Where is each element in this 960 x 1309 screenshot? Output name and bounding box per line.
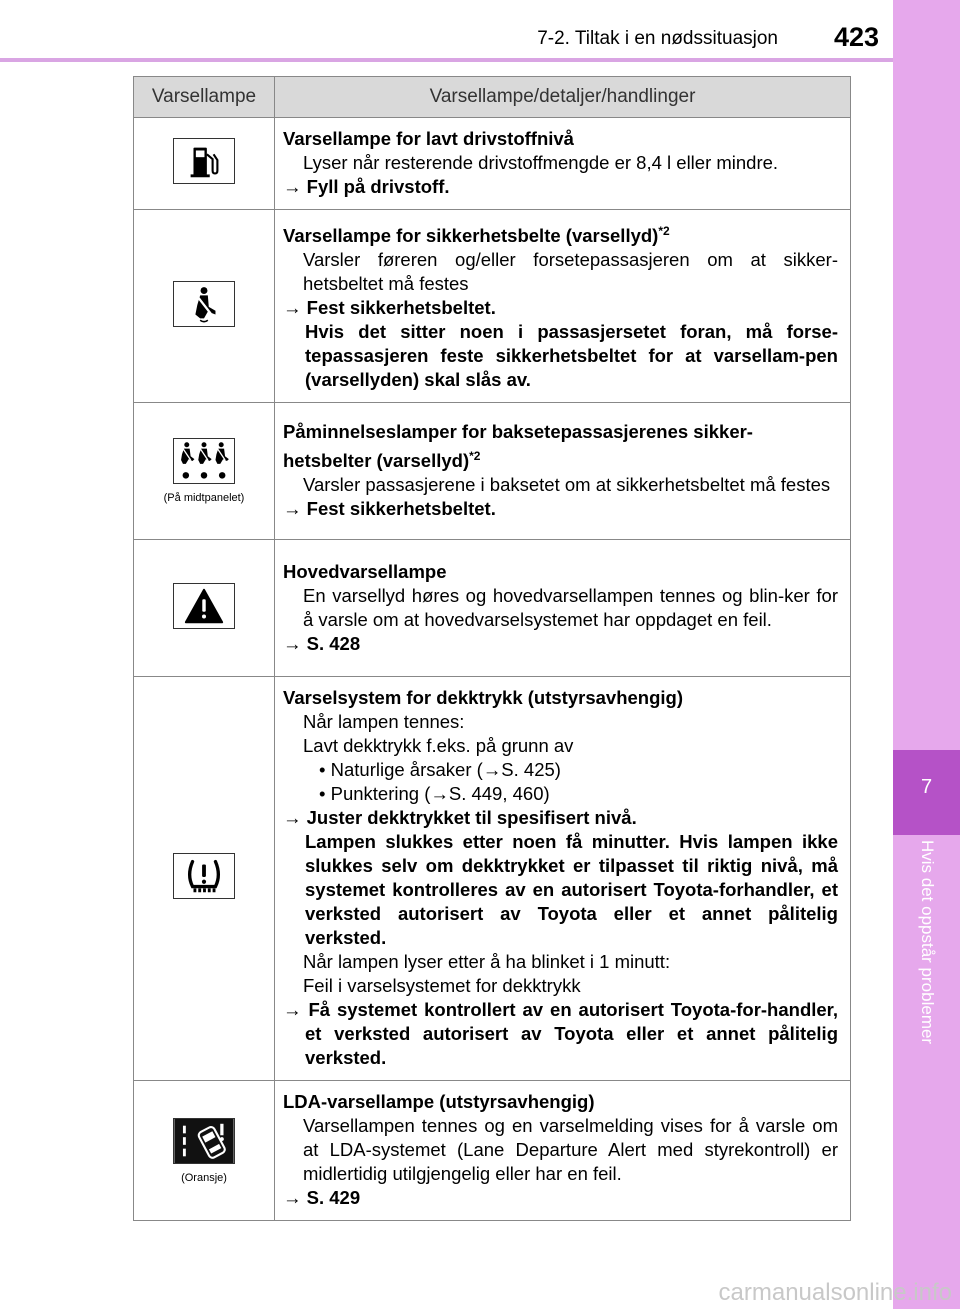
lamp-title-text: Varsellampe for sikkerhetsbelte (varsellyd) (283, 225, 659, 247)
seatbelt-icon (173, 281, 235, 327)
description-text: Når lampen tennes: (303, 711, 465, 733)
arrow-icon: → (283, 807, 307, 829)
master-warning-icon (173, 583, 235, 629)
arrow-icon: → (283, 1187, 307, 1209)
table-row (134, 118, 851, 210)
table-row (134, 677, 851, 1081)
lamp-title (283, 560, 838, 584)
action-note: Hvis det sitter noen i passasjersetet foran, må forse-tepassasjeren feste sikkerhetsbeltet for at varsellam-pen (varsellyden) skal slås av. (305, 321, 838, 391)
arrow-icon: → (283, 498, 307, 520)
description-text: Varsellampen tennes og en varselmelding vises for å varsle om at LDA-systemet (Lane Departure Alert med styrekontroll) er midlertidig utilgjengelig eller har en feil. (303, 1115, 838, 1185)
column-header-lamp: Varsellampe (134, 77, 275, 118)
action-line (283, 296, 838, 320)
details-cell (275, 210, 851, 403)
details-cell (275, 1081, 851, 1221)
description-text: Når lampen lyser etter å ha blinket i 1 minutt: (303, 951, 671, 973)
action-line (283, 1186, 838, 1210)
lamp-cell (134, 540, 275, 677)
action-line (283, 175, 838, 199)
details-cell (275, 540, 851, 677)
action-line (283, 497, 838, 521)
lamp-note: (Oransje) (181, 1171, 227, 1184)
table-row (134, 1081, 851, 1221)
arrow-icon: → (283, 632, 307, 654)
arrow-icon: → (283, 176, 307, 197)
fuel-pump-icon (173, 138, 235, 184)
action-text: S. 429 (306, 1187, 361, 1209)
footnote-marker: *2 (469, 449, 481, 464)
description-text: Feil i varselsystemet for dekktrykk (303, 975, 581, 997)
lamp-title-text: LDA-varsellampe (utstyrsavhengig) (283, 1091, 595, 1113)
lamp-title-text: Varsellampe for lavt drivstoffnivå (283, 128, 574, 149)
lamp-title (283, 1090, 838, 1114)
lamp-cell (134, 1081, 275, 1221)
lamp-title (283, 219, 838, 248)
footnote-marker: *2 (658, 224, 670, 238)
action-line (283, 806, 838, 830)
header-divider (0, 58, 893, 62)
lamp-title (283, 686, 838, 710)
details-cell (275, 118, 851, 210)
details-cell (275, 677, 851, 1081)
bullet-item: • Naturlige årsaker (→S. 425) (319, 759, 561, 781)
action-text: S. 428 (306, 632, 361, 654)
table-row (134, 540, 851, 677)
column-header-details: Varsellampe/detaljer/handlinger (275, 77, 851, 118)
description-text: Varsler passasjerene i baksetet om at sikkerhetsbeltet må festes (303, 474, 831, 496)
action-line (283, 998, 838, 1070)
lamp-note: (På midtpanelet) (163, 492, 245, 505)
chapter-sidebar (893, 0, 960, 1309)
lamp-cell (134, 210, 275, 403)
action-text: Få systemet kontrollert av en autorisert Toyota-for-handler, et verksted autorisert av Toyota eller et annet pålitelig verksted. (305, 999, 838, 1069)
table-row (134, 403, 851, 540)
section-title: 7-2. Tiltak i en nødssituasjon (537, 28, 778, 49)
lamp-cell (134, 677, 275, 1081)
action-note: Lampen slukkes etter noen få minutter. Hvis lampen ikke slukkes selv om dekktrykket er tilpasset til riktig nivå, må systemet kontrolleres av en autorisert Toyota-forhandler, et verksted autorisert av Toyota eller et annet pålitelig verksted. (305, 831, 838, 949)
description-text: Varsler føreren og/eller forsetepassasjeren om at sikker-hetsbeltet må festes (303, 249, 838, 295)
lamp-title-text: Varselsystem for dekktrykk (utstyrsavhengig) (283, 687, 683, 709)
arrow-icon: → (283, 297, 307, 319)
lamp-cell (134, 118, 275, 210)
lamp-title-text: Påminnelseslamper for baksetepassasjerenes sikker-hetsbelter (varsellyd) (283, 421, 753, 472)
rear-seatbelt-reminder-icon (173, 438, 235, 484)
lamp-cell (134, 403, 275, 540)
page-header (0, 0, 893, 58)
action-text: Fest sikkerhetsbeltet. (306, 297, 496, 319)
action-text: Fest sikkerhetsbeltet. (306, 498, 496, 520)
lamp-title (283, 420, 838, 473)
lamp-title (283, 127, 838, 151)
lane-departure-alert-icon (173, 1118, 235, 1164)
chapter-number: 7 (920, 776, 933, 798)
watermark: carmanualsonline.info (718, 1279, 952, 1306)
warning-light-table (133, 76, 851, 1221)
chapter-tab[interactable] (893, 750, 960, 835)
description-text: Lyser når resterende drivstoffmengde er 8,4 l eller mindre. (303, 152, 779, 173)
chapter-title: Hvis det oppstår problemer (918, 840, 937, 1045)
details-cell (275, 403, 851, 540)
action-text: Juster dekktrykket til spesifisert nivå. (306, 807, 637, 829)
action-line (283, 632, 838, 656)
action-text: Fyll på drivstoff. (306, 176, 450, 197)
description-text: En varsellyd høres og hovedvarsellampen tennes og blin-ker for å varsle om at hovedvarselsystemet har oppdaget en feil. (303, 584, 838, 630)
page-number: 423 (833, 22, 879, 52)
tire-pressure-icon (173, 853, 235, 899)
table-row (134, 210, 851, 403)
arrow-icon: → (283, 999, 309, 1021)
bullet-item: • Punktering (→S. 449, 460) (319, 783, 550, 805)
description-text: Lavt dekktrykk f.eks. på grunn av (303, 735, 574, 757)
lamp-title-text: Hovedvarsellampe (283, 560, 447, 582)
